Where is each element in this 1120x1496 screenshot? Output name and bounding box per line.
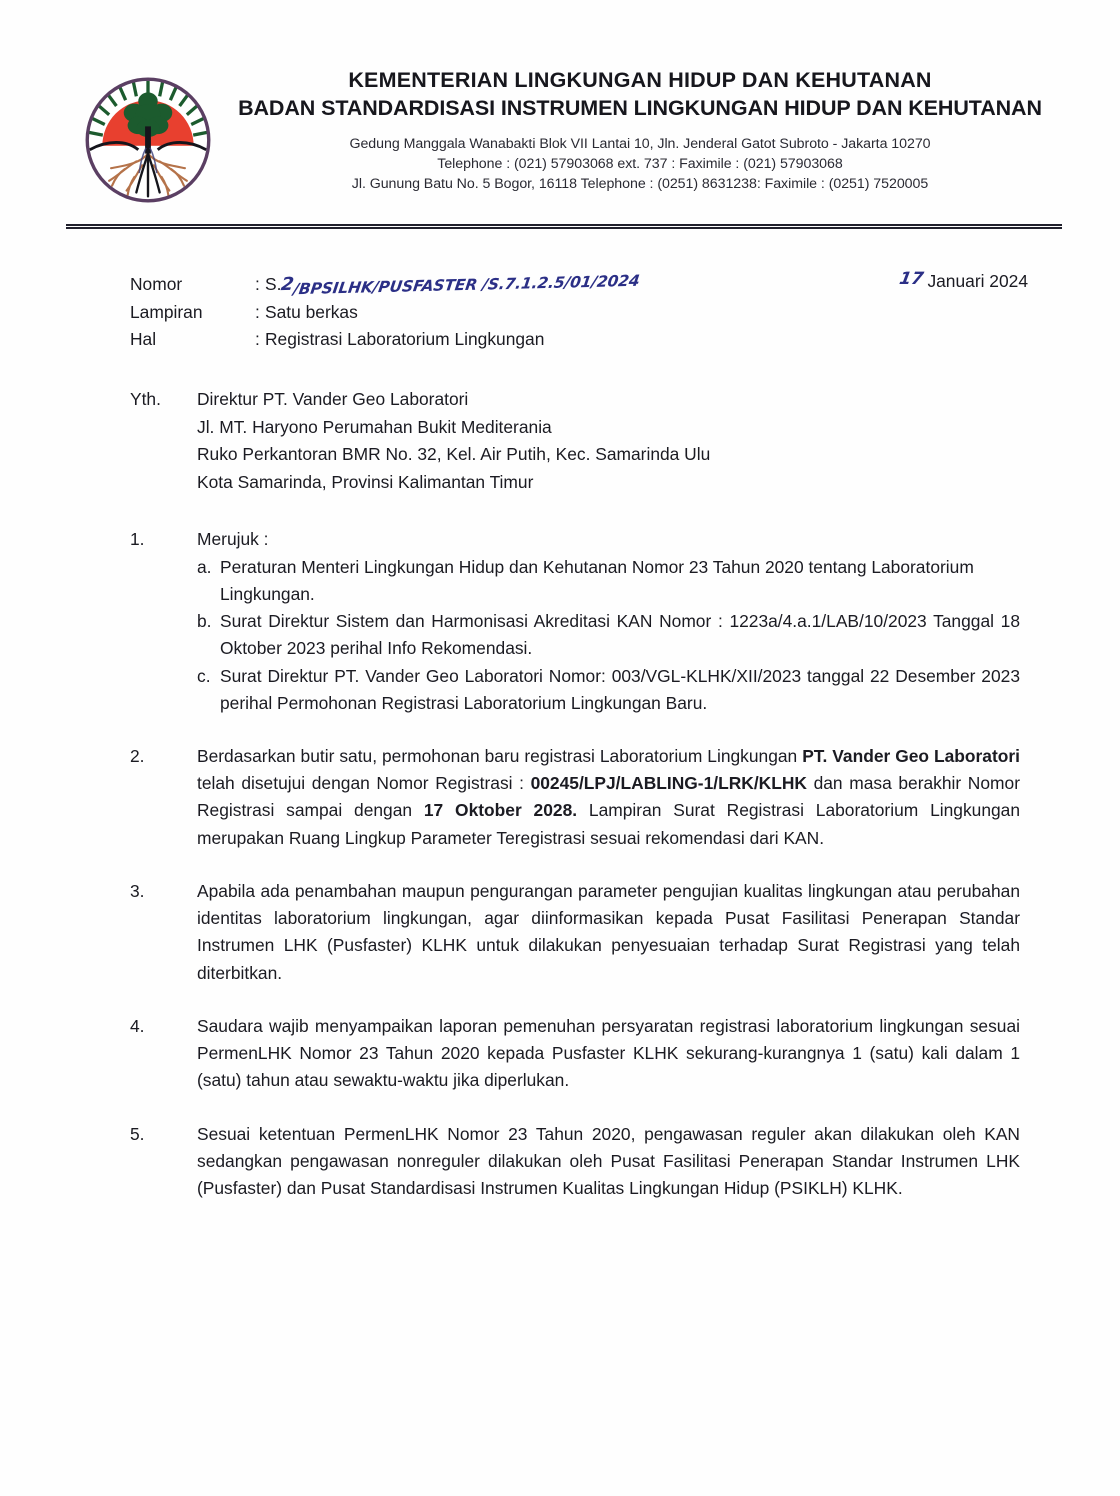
- clause-item: [130, 1121, 1020, 1203]
- letterhead-text: [224, 66, 1062, 194]
- meta-row-lampiran: [130, 299, 1020, 326]
- letterhead-divider: [66, 224, 1062, 229]
- agency-name: BADAN STANDARDISASI INSTRUMEN LINGKUNGAN HIDUP DAN KEHUTANAN: [238, 96, 1042, 121]
- emphasis-text: 00245/LPJ/LABLING-1/LRK/KLHK: [530, 773, 807, 794]
- clause-content: [197, 526, 1020, 717]
- letter-body: [0, 271, 1120, 1202]
- clause-sublist: [197, 554, 1020, 717]
- clause-content: [197, 743, 1020, 852]
- clause-paragraph: [197, 1013, 1020, 1095]
- addressee-lines: [197, 386, 710, 496]
- addressee-tag: Yth.: [130, 389, 161, 410]
- clause-item: [130, 878, 1020, 987]
- sub-item-marker: b.: [197, 611, 212, 632]
- sub-item-text: Peraturan Menteri Lingkungan Hidup dan Kehutanan Nomor 23 Tahun 2020 tentang Laboratorium Lingkungan.: [220, 556, 974, 604]
- addressee-line: Jl. MT. Haryono Perumahan Bukit Mediterania: [197, 416, 552, 437]
- clause-paragraph: [197, 878, 1020, 987]
- meta-row-hal: [130, 326, 1020, 353]
- sub-item: [197, 608, 1020, 662]
- body-text: Apabila ada penambahan maupun pengurangan parameter pengujian kualitas lingkungan atau perubahan identitas laboratorium lingkungan, agar diinformasikan kepada Pusat Fasilitasi Penerapan Standar Instrumen LHK (Pusfaster) KLHK untuk dilakukan penyesuaian terhadap Surat Registrasi yang telah diterbitkan.: [197, 880, 1020, 983]
- clause-content: [197, 1121, 1020, 1203]
- clause-item: [130, 743, 1020, 852]
- clause-number: 2.: [130, 746, 145, 766]
- hal-value: Registrasi Laboratorium Lingkungan: [265, 329, 545, 350]
- address-line-2: Telephone : (021) 57903068 ext. 737 : Faximile : (021) 57903068: [437, 155, 843, 172]
- addressee-line: Kota Samarinda, Provinsi Kalimantan Timur: [197, 471, 534, 492]
- body-text: Saudara wajib menyampaikan laporan pemenuhan persyaratan registrasi laboratorium lingkungan sesuai PermenLHK Nomor 23 Tahun 2020 kepada Pusfaster KLHK sekurang-kurangnya 1 (satu) kali dalam 1 (satu) tahun atau sewaktu-waktu jika diperlukan.: [197, 1015, 1020, 1091]
- body-text: telah disetujui dengan Nomor Registrasi :: [197, 773, 531, 794]
- nomor-colon: :: [255, 274, 260, 294]
- sub-item-text: Surat Direktur PT. Vander Geo Laboratori Nomor: 003/VGL-KLHK/XII/2023 tanggal 22 Desember 2023 perihal Permohonan Registrasi Laboratorium Lingkungan Baru.: [220, 665, 1020, 713]
- clause-list: [130, 526, 1020, 1202]
- klhk-emblem-logo: [80, 72, 216, 208]
- nomor-label: Nomor: [130, 274, 183, 294]
- ministry-name: KEMENTERIAN LINGKUNGAN HIDUP DAN KEHUTANAN: [348, 68, 932, 92]
- clause-number: 4.: [130, 1015, 145, 1036]
- clause-paragraph: [197, 743, 1020, 852]
- sub-item: [197, 554, 1020, 608]
- sub-item: [197, 663, 1020, 717]
- letterhead: [0, 0, 1120, 208]
- body-text: Sesuai ketentuan PermenLHK Nomor 23 Tahun 2020, pengawasan reguler akan dilakukan oleh KAN sedangkan pengawasan nonreguler dilakukan oleh Pusat Fasilitasi Penerapan Standar Instrumen LHK (Pusfaster) dan Pusat Standardisasi Instrumen Kualitas Lingkungan Hidup (PSIKLH) KLHK.: [197, 1123, 1020, 1199]
- nomor-handwritten-reference: /BPSILHK/PUSFASTER /S.7.1.2.5/01/2024: [292, 271, 642, 299]
- clause-number: 1.: [130, 529, 145, 550]
- nomor-prefix: S.: [265, 274, 282, 294]
- date-day-handwritten: 17: [897, 269, 925, 289]
- clause-content: [197, 1013, 1020, 1095]
- addressee-block: [130, 386, 1020, 496]
- clause-item: [130, 526, 1020, 717]
- sub-item-marker: c.: [197, 665, 211, 686]
- clause-number: 3.: [130, 880, 145, 901]
- body-text: dan masa berakhir Nomor Registrasi sampai dengan: [197, 773, 1020, 821]
- body-text: Lampiran Surat Registrasi Laboratorium Lingkungan merupakan Ruang Lingkup Parameter Teregistrasi sesuai rekomendasi dari KAN.: [197, 800, 1021, 848]
- sub-item-text: Surat Direktur Sistem dan Harmonisasi Akreditasi KAN Nomor : 1223a/4.a.1/LAB/10/2023 Tanggal 18 Oktober 2023 perihal Info Rekomendasi.: [220, 611, 1020, 659]
- sub-item-marker: a.: [197, 556, 212, 577]
- address-line-1: Gedung Manggala Wanabakti Blok VII Lantai 10, Jln. Jenderal Gatot Subroto - Jakarta 10270: [349, 135, 931, 152]
- clause-number: 5.: [130, 1123, 145, 1144]
- hal-colon: :: [255, 329, 260, 350]
- emphasis-text: 17 Oktober 2028.: [423, 800, 578, 821]
- lampiran-label: Lampiran: [130, 302, 203, 323]
- addressee-line: Ruko Perkantoran BMR No. 32, Kel. Air Putih, Kec. Samarinda Ulu: [197, 444, 711, 465]
- clause-content: [197, 878, 1020, 987]
- lampiran-value: Satu berkas: [265, 302, 358, 323]
- logo-container: [72, 66, 224, 208]
- clause-paragraph: [197, 1121, 1020, 1203]
- address-line-3: Jl. Gunung Batu No. 5 Bogor, 16118 Telephone : (0251) 8631238: Faximile : (0251) 7520005: [351, 176, 929, 193]
- date-month-year: Januari 2024: [927, 271, 1028, 291]
- lampiran-colon: :: [255, 302, 260, 323]
- body-text: Berdasarkan butir satu, permohonan baru registrasi Laboratorium Lingkungan: [197, 746, 803, 766]
- meta-row-nomor: [130, 271, 1020, 299]
- nomor-handwritten-number: 2: [280, 273, 296, 296]
- emphasis-text: PT. Vander Geo Laboratori: [802, 746, 1020, 766]
- hal-label: Hal: [130, 329, 157, 350]
- clause-lead-text: Merujuk :: [197, 529, 269, 550]
- addressee-line: Direktur PT. Vander Geo Laboratori: [197, 389, 469, 410]
- letter-meta-block: [130, 269, 1028, 353]
- clause-item: [130, 1013, 1020, 1095]
- letter-date: [899, 271, 1028, 292]
